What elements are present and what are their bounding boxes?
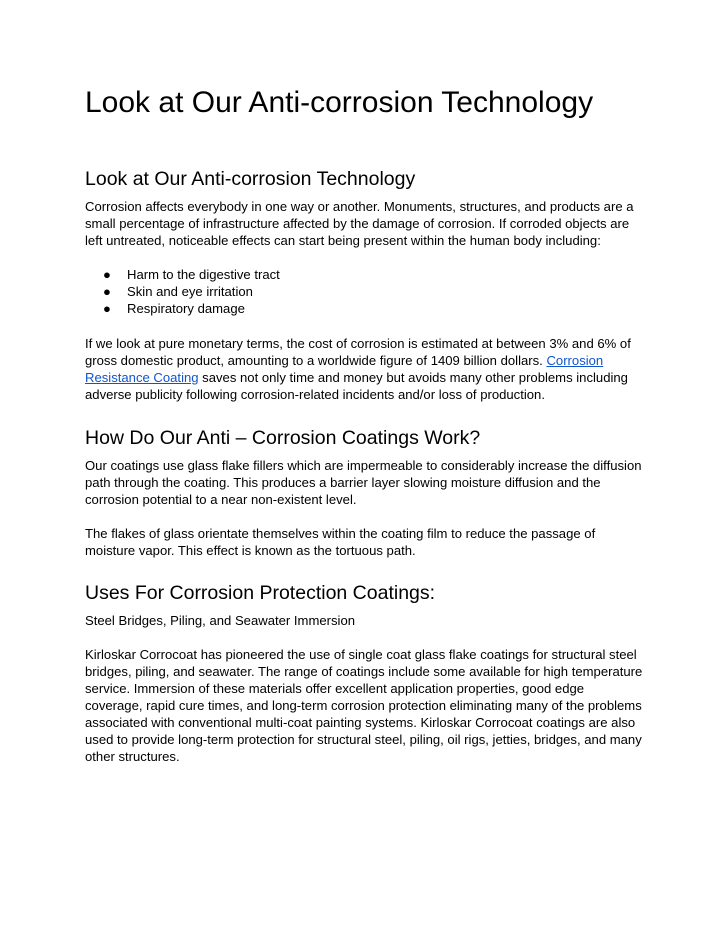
list-item-label: Harm to the digestive tract bbox=[127, 267, 280, 282]
tortuous-path-paragraph: The flakes of glass orientate themselves within the coating film to reduce the passage of moisture vapor. This effect is known as the tortuous path. bbox=[85, 526, 596, 558]
uses-subheading: Steel Bridges, Piling, and Seawater Immersion bbox=[85, 613, 356, 628]
section-heading-how-coatings-work: How Do Our Anti – Corrosion Coatings Work? bbox=[85, 427, 481, 449]
coatings-paragraph: Our coatings use glass flake fillers which are impermeable to considerably increase the diffusion path through the coating. This produces a barrier layer slowing moisture diffusion and the corrosion potential to a near non-existent level. bbox=[85, 458, 642, 507]
bullet-icon: ● bbox=[103, 301, 111, 316]
effects-list bbox=[85, 266, 280, 317]
section-heading-anti-corrosion: Look at Our Anti-corrosion Technology bbox=[85, 168, 416, 190]
section-heading-uses: Uses For Corrosion Protection Coatings: bbox=[85, 582, 436, 604]
list-item bbox=[85, 266, 280, 283]
cost-paragraph-text-after: saves not only time and money but avoids many other problems including adverse publicity following corrosion-related incidents and/or loss of production. bbox=[85, 370, 628, 402]
cost-paragraph bbox=[85, 335, 645, 403]
list-item-label: Skin and eye irritation bbox=[127, 284, 253, 299]
list-item bbox=[85, 283, 280, 300]
document-title: Look at Our Anti-corrosion Technology bbox=[85, 86, 594, 119]
kirloskar-paragraph: Kirloskar Corrocoat has pioneered the use of single coat glass flake coatings for structural steel bridges, piling, and seawater. The range of coatings include some available for high temperature service. Immersion of these materials offer excellent application properties, good edge coverage, rapid cure times, and long-term corrosion protection eliminating many of the problems associated with conventional multi-coat painting systems. Kirloskar Corrocoat coatings are also used to provide long-term protection for structural steel, piling, oil rigs, jetties, bridges, and many other structures. bbox=[85, 647, 643, 764]
bullet-icon: ● bbox=[103, 267, 111, 282]
intro-paragraph: Corrosion affects everybody in one way or another. Monuments, structures, and products are a small percentage of infrastructure affected by the damage of corrosion. If corroded objects are left untreated, noticeable effects can start being present within the human body including: bbox=[85, 199, 634, 248]
corrosion-resistance-coating-link[interactable]: Corrosion Resistance Coating bbox=[85, 353, 604, 385]
bullet-icon: ● bbox=[103, 284, 111, 299]
list-item-label: Respiratory damage bbox=[127, 301, 245, 316]
list-item bbox=[85, 300, 280, 317]
cost-paragraph-text-before: If we look at pure monetary terms, the cost of corrosion is estimated at between 3% and 6% of gross domestic product, amounting to a worldwide figure of 1409 billion dollars. bbox=[85, 336, 631, 368]
